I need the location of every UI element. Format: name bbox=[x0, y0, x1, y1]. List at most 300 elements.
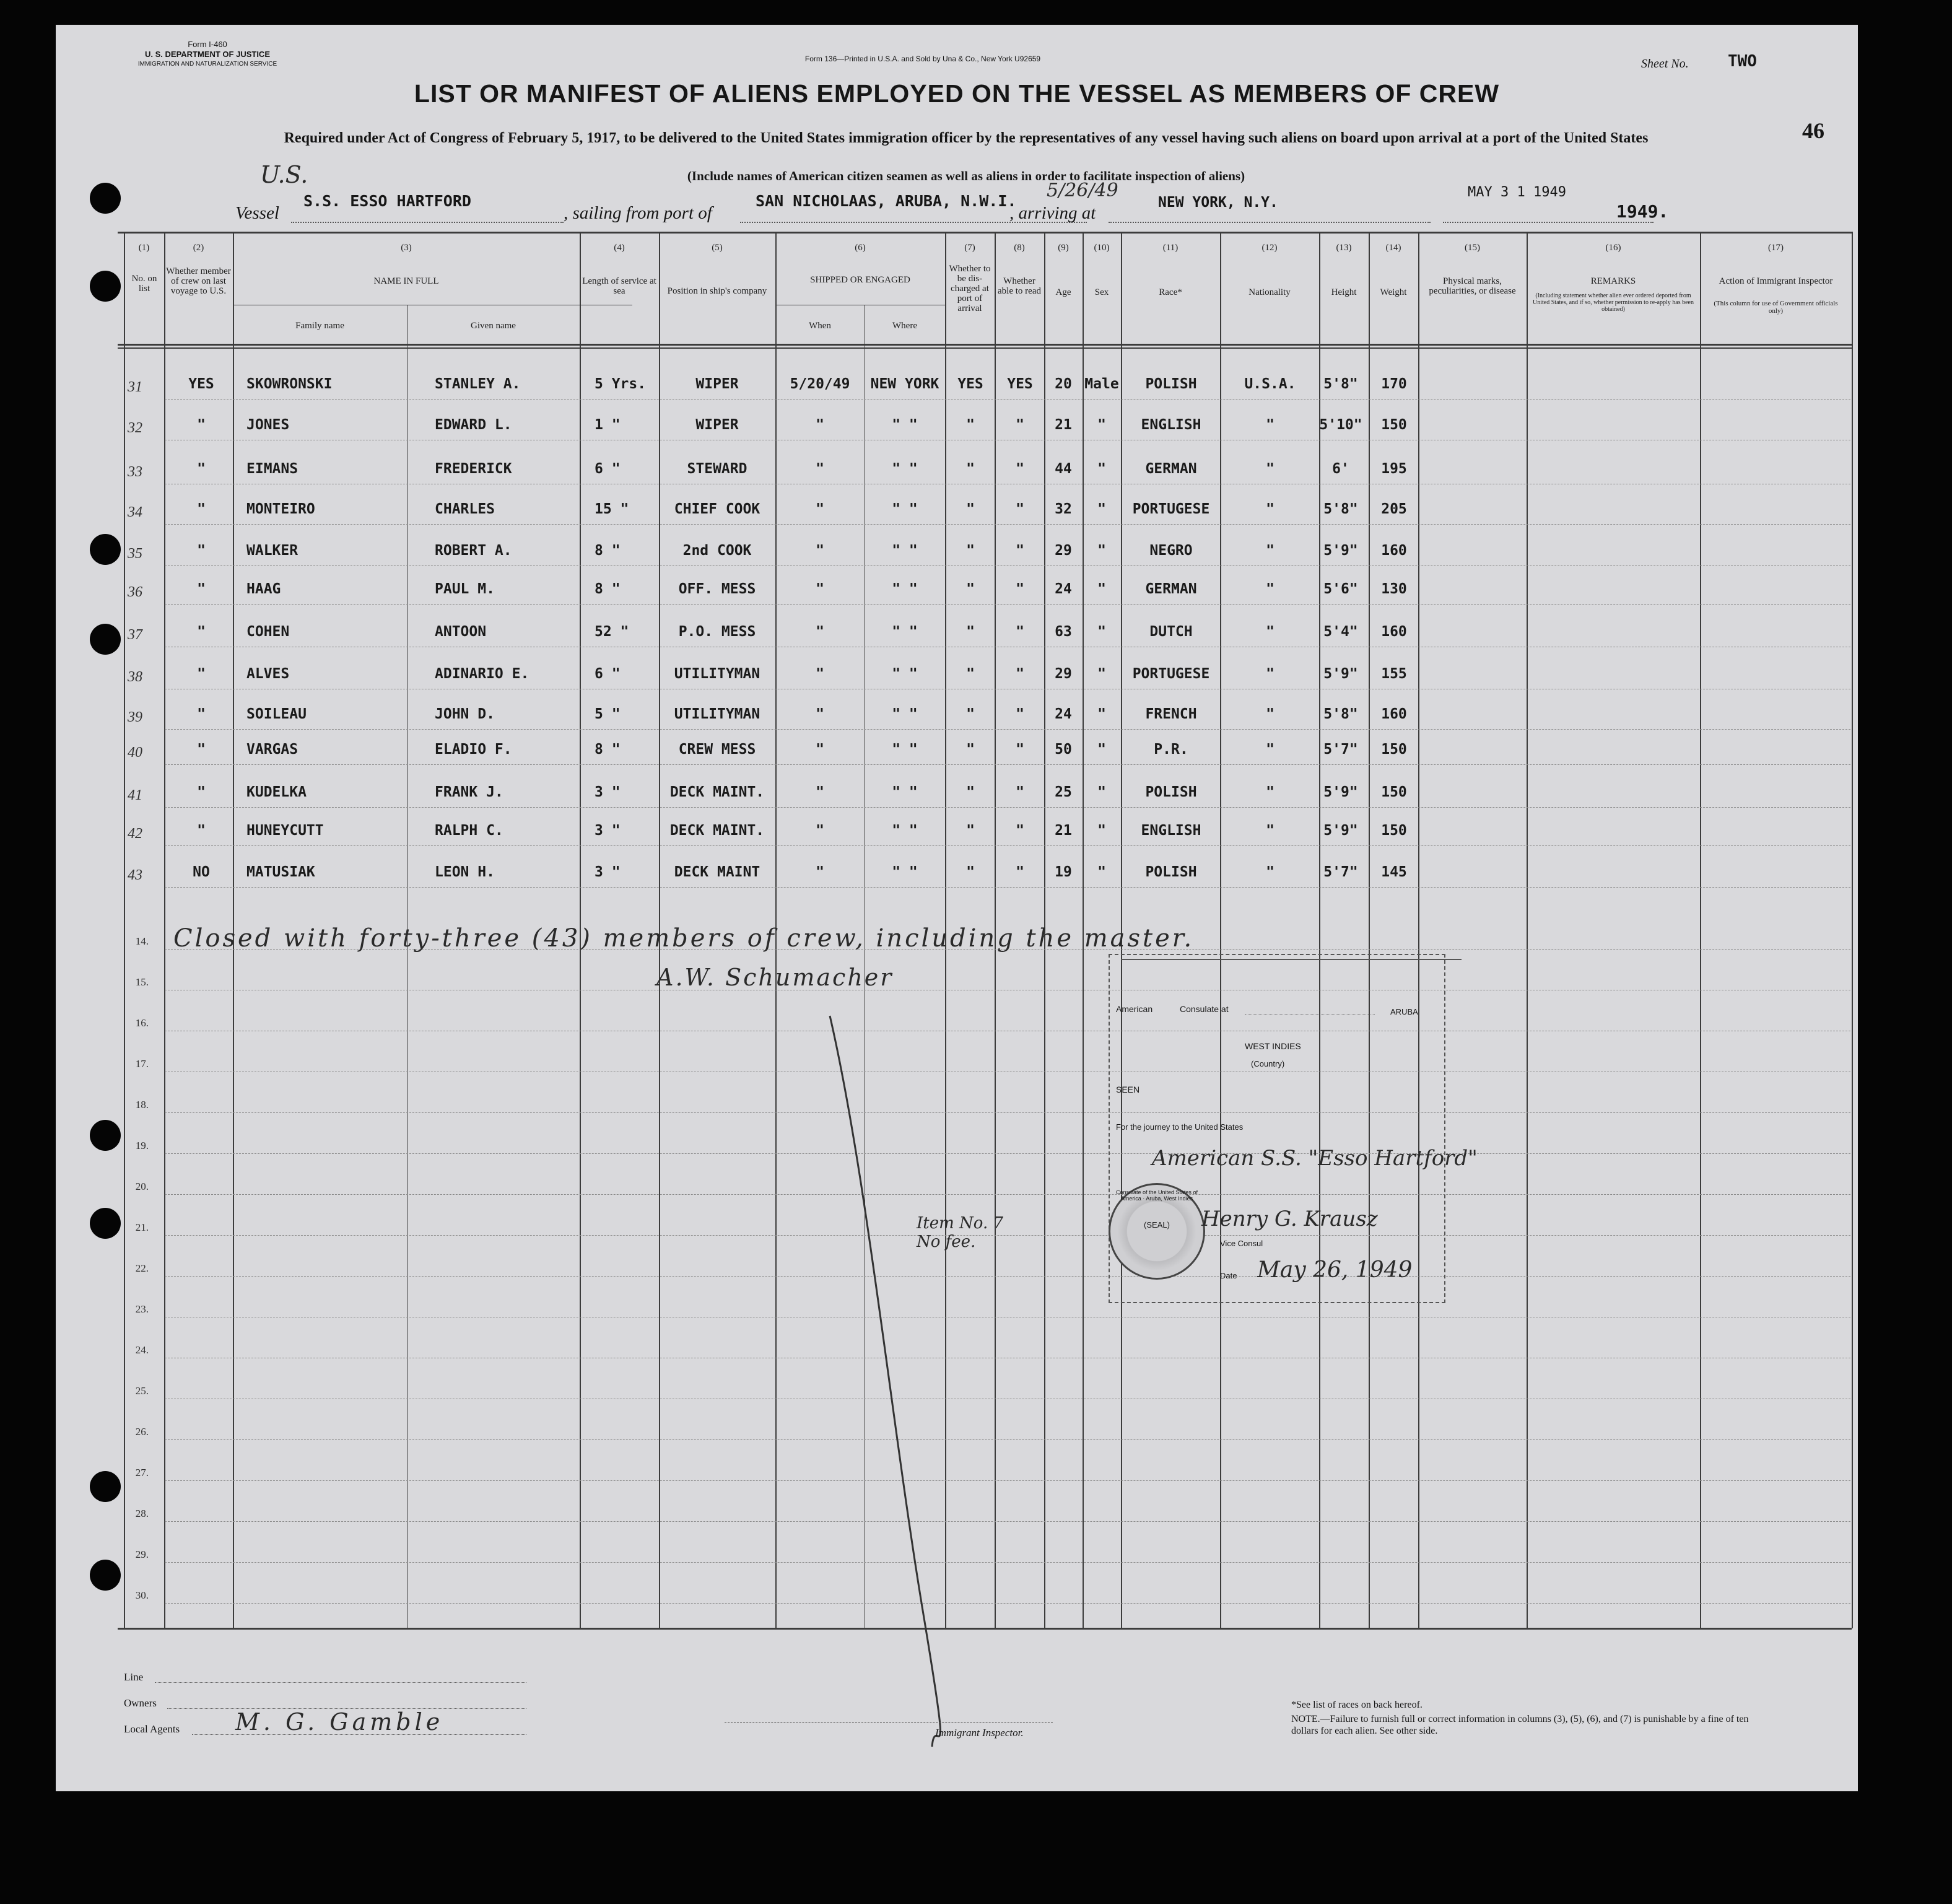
cell-where: " " bbox=[892, 784, 918, 800]
col-label-1: No. on list bbox=[131, 274, 157, 294]
cell-voyage: " bbox=[197, 624, 206, 640]
empty-line-number: 18. bbox=[135, 1099, 149, 1111]
cell-position: STEWARD bbox=[687, 461, 747, 477]
cell-voyage: " bbox=[197, 706, 206, 722]
cell-read: " bbox=[1016, 501, 1024, 517]
ruled-line bbox=[165, 1194, 1850, 1195]
empty-line-number: 20. bbox=[135, 1181, 149, 1192]
cell-height: 5'9" bbox=[1323, 784, 1358, 800]
cell-when: " bbox=[816, 624, 824, 640]
cell-discharged: " bbox=[966, 581, 975, 597]
cell-position: P.O. MESS bbox=[678, 624, 756, 640]
col-label-15: Physical marks, peculiarities, or disease bbox=[1429, 276, 1516, 296]
col-rule bbox=[1418, 232, 1419, 1628]
cell-height: 5'9" bbox=[1323, 823, 1358, 839]
cell-weight: 160 bbox=[1381, 543, 1407, 559]
date-underline bbox=[1443, 222, 1654, 223]
ruled-line bbox=[165, 1153, 1850, 1154]
ruled-line bbox=[165, 1603, 1850, 1604]
document-subnote: (Include names of American citizen seamen as well as aliens in order to facilitate inspection of aliens) bbox=[687, 168, 1245, 183]
ruled-line bbox=[165, 729, 1850, 730]
col-num-16: (16) bbox=[1605, 243, 1621, 253]
cell-discharged: " bbox=[966, 706, 975, 722]
cell-sex: Male bbox=[1084, 376, 1119, 392]
cell-service: 5 Yrs. bbox=[595, 376, 647, 392]
cell-family: ALVES bbox=[246, 666, 290, 682]
cell-nationality: " bbox=[1266, 666, 1274, 682]
cell-when: " bbox=[816, 543, 824, 559]
cell-family: KUDELKA bbox=[246, 784, 307, 800]
cell-read: " bbox=[1016, 666, 1024, 682]
cell-position: 2nd COOK bbox=[682, 543, 752, 559]
cell-height: 5'8" bbox=[1323, 706, 1358, 722]
document-title: LIST OR MANIFEST OF ALIENS EMPLOYED ON THE VESSEL AS MEMBERS OF CREW bbox=[414, 79, 1500, 108]
cell-age: 24 bbox=[1055, 581, 1072, 597]
cell-age: 19 bbox=[1055, 864, 1072, 880]
cell-nationality: " bbox=[1266, 823, 1274, 839]
cell-height: 5'8" bbox=[1323, 376, 1358, 392]
cell-family: MATUSIAK bbox=[246, 864, 315, 880]
cell-weight: 130 bbox=[1381, 581, 1407, 597]
cell-discharged: " bbox=[966, 461, 975, 477]
cell-race: POLISH bbox=[1145, 784, 1197, 800]
cell-position: UTILITYMAN bbox=[674, 666, 760, 682]
empty-line-number: 16. bbox=[135, 1017, 149, 1029]
ruled-line bbox=[165, 1521, 1850, 1522]
cell-when: " bbox=[816, 461, 824, 477]
cell-nationality: " bbox=[1266, 706, 1274, 722]
cell-age: 63 bbox=[1055, 624, 1072, 640]
col-num-13: (13) bbox=[1336, 243, 1352, 253]
cell-read: " bbox=[1016, 417, 1024, 433]
cell-sex: " bbox=[1097, 581, 1106, 597]
col-rule bbox=[1220, 232, 1221, 1628]
cell-age: 44 bbox=[1055, 461, 1072, 477]
cell-given: ANTOON bbox=[435, 624, 487, 640]
col-label-13: Height bbox=[1331, 287, 1357, 297]
line-number: 35 bbox=[128, 546, 142, 562]
cell-family: SOILEAU bbox=[246, 706, 307, 722]
col-num-1: (1) bbox=[138, 243, 150, 253]
cell-sex: " bbox=[1097, 461, 1106, 477]
stamp-seen: SEEN bbox=[1116, 1085, 1140, 1094]
col-num-3: (3) bbox=[401, 243, 412, 253]
ruled-line bbox=[165, 845, 1850, 846]
cell-service: 1 " bbox=[595, 417, 621, 433]
cell-age: 29 bbox=[1055, 666, 1072, 682]
cell-voyage: " bbox=[197, 741, 206, 758]
cell-when: " bbox=[816, 417, 824, 433]
cell-where: " " bbox=[892, 543, 918, 559]
cell-voyage: " bbox=[197, 823, 206, 839]
cell-age: 21 bbox=[1055, 417, 1072, 433]
col-label-10: Sex bbox=[1094, 287, 1109, 297]
cell-given: FREDERICK bbox=[435, 461, 512, 477]
cell-where: " " bbox=[892, 706, 918, 722]
cell-where: NEW YORK bbox=[870, 376, 939, 392]
cell-read: " bbox=[1016, 461, 1024, 477]
empty-line-number: 30. bbox=[135, 1589, 149, 1601]
col-num-11: (11) bbox=[1162, 243, 1179, 253]
ruled-line bbox=[165, 399, 1850, 400]
cell-when: " bbox=[816, 864, 824, 880]
punch-hole bbox=[90, 534, 121, 565]
sheet-label: Sheet No. bbox=[1641, 57, 1689, 71]
department-name: U. S. DEPARTMENT OF JUSTICE bbox=[145, 50, 270, 59]
empty-line-number: 26. bbox=[135, 1426, 149, 1438]
col-rule bbox=[1369, 232, 1370, 1628]
cell-height: 6' bbox=[1332, 461, 1349, 477]
cell-when: " bbox=[816, 741, 824, 758]
cell-family: COHEN bbox=[246, 624, 290, 640]
cell-discharged: " bbox=[966, 417, 975, 433]
col-rule bbox=[1527, 232, 1528, 1628]
empty-line-number: 14. bbox=[135, 935, 149, 947]
col-num-10: (10) bbox=[1094, 243, 1110, 253]
cell-race: PORTUGESE bbox=[1132, 501, 1210, 517]
cell-voyage: " bbox=[197, 501, 206, 517]
cell-where: " " bbox=[892, 417, 918, 433]
empty-line-number: 29. bbox=[135, 1548, 149, 1560]
col-rule bbox=[1319, 232, 1320, 1628]
cell-where: " " bbox=[892, 823, 918, 839]
cell-service: 8 " bbox=[595, 581, 621, 597]
cell-given: LEON H. bbox=[435, 864, 495, 880]
col-num-7: (7) bbox=[964, 243, 975, 253]
cell-nationality: " bbox=[1266, 417, 1274, 433]
punch-hole bbox=[90, 1208, 121, 1239]
cell-discharged: " bbox=[966, 784, 975, 800]
cell-service: 5 " bbox=[595, 706, 621, 722]
cell-when: " bbox=[816, 823, 824, 839]
empty-line-number: 23. bbox=[135, 1303, 149, 1315]
col-num-12: (12) bbox=[1261, 243, 1278, 253]
stamp-consulate: Consulate at bbox=[1180, 1004, 1229, 1014]
printer-note: Form 136—Printed in U.S.A. and Sold by Una & Co., New York U92659 bbox=[804, 55, 1041, 63]
cell-position: DECK MAINT bbox=[674, 864, 760, 880]
cell-discharged: " bbox=[966, 823, 975, 839]
cell-height: 5'7" bbox=[1323, 741, 1358, 758]
cell-service: 8 " bbox=[595, 741, 621, 758]
cell-read: " bbox=[1016, 741, 1024, 758]
cell-sex: " bbox=[1097, 501, 1106, 517]
cell-service: 6 " bbox=[595, 461, 621, 477]
ruled-line bbox=[165, 1112, 1850, 1113]
table-top-rule bbox=[118, 232, 1852, 234]
cell-where: " " bbox=[892, 501, 918, 517]
cell-height: 5'6" bbox=[1323, 581, 1358, 597]
empty-line-number: 22. bbox=[135, 1262, 149, 1274]
cell-race: ENGLISH bbox=[1141, 417, 1201, 433]
cell-height: 5'8" bbox=[1323, 501, 1358, 517]
form-number: Form I-460 bbox=[188, 40, 227, 49]
punch-hole bbox=[90, 1560, 121, 1591]
col-label-6: SHIPPED OR ENGAGED bbox=[810, 275, 910, 285]
line-number: 38 bbox=[128, 669, 142, 685]
cell-where: " " bbox=[892, 461, 918, 477]
seal-ring-text: Consulate of the United States of America · Aruba, West Indies bbox=[1115, 1189, 1198, 1202]
cell-given: JOHN D. bbox=[435, 706, 495, 722]
line-number: 39 bbox=[128, 709, 142, 725]
cell-when: " bbox=[816, 581, 824, 597]
empty-line-number: 19. bbox=[135, 1140, 149, 1151]
cell-when: " bbox=[816, 784, 824, 800]
cell-race: GERMAN bbox=[1145, 581, 1197, 597]
local-agent-signature: M. G. Gamble bbox=[235, 1708, 444, 1736]
cell-sex: " bbox=[1097, 666, 1106, 682]
cell-family: VARGAS bbox=[246, 741, 298, 758]
cell-read: " bbox=[1016, 543, 1024, 559]
cell-weight: 155 bbox=[1381, 666, 1407, 682]
cell-height: 5'7" bbox=[1323, 864, 1358, 880]
line-number: 41 bbox=[128, 787, 142, 803]
line-number: 43 bbox=[128, 867, 142, 883]
cell-sex: " bbox=[1097, 823, 1106, 839]
cell-given: CHARLES bbox=[435, 501, 495, 517]
cell-discharged: " bbox=[966, 666, 975, 682]
cell-nationality: " bbox=[1266, 581, 1274, 597]
col-label-7: Whether to be dis-charged at port of arrival bbox=[949, 264, 991, 313]
cell-nationality: " bbox=[1266, 624, 1274, 640]
races-note: *See list of races on back hereof. bbox=[1291, 1700, 1423, 1710]
cell-when: " bbox=[816, 666, 824, 682]
cell-race: ENGLISH bbox=[1141, 823, 1201, 839]
col-rule bbox=[1700, 232, 1701, 1628]
cell-discharged: " bbox=[966, 741, 975, 758]
cell-age: 50 bbox=[1055, 741, 1072, 758]
arriving-label: , arriving at bbox=[1009, 203, 1096, 223]
cell-given: EDWARD L. bbox=[435, 417, 512, 433]
col-rule bbox=[164, 232, 165, 1628]
cell-age: 32 bbox=[1055, 501, 1072, 517]
cell-weight: 170 bbox=[1381, 376, 1407, 392]
cell-race: POLISH bbox=[1145, 864, 1197, 880]
cell-weight: 160 bbox=[1381, 706, 1407, 722]
cell-sex: " bbox=[1097, 543, 1106, 559]
cell-when: " bbox=[816, 501, 824, 517]
cell-family: HUNEYCUTT bbox=[246, 823, 324, 839]
cell-service: 8 " bbox=[595, 543, 621, 559]
stamp-fee-note: Item No. 7 No fee. bbox=[917, 1214, 1004, 1251]
cell-family: WALKER bbox=[246, 543, 298, 559]
col-rule bbox=[124, 232, 125, 1628]
col-num-8: (8) bbox=[1014, 243, 1025, 253]
cell-given: ADINARIO E. bbox=[435, 666, 529, 682]
footer-line-underline bbox=[155, 1682, 526, 1683]
arrival-underline bbox=[1109, 222, 1431, 223]
cell-sex: " bbox=[1097, 417, 1106, 433]
cell-nationality: " bbox=[1266, 784, 1274, 800]
stamp-journey: For the journey to the United States bbox=[1116, 1122, 1244, 1132]
line-number: 40 bbox=[128, 745, 142, 761]
cell-sex: " bbox=[1097, 624, 1106, 640]
col-label-5: Position in ship's company bbox=[667, 286, 767, 296]
cell-discharged: " bbox=[966, 864, 975, 880]
cell-race: FRENCH bbox=[1145, 706, 1197, 722]
cell-discharged: YES bbox=[957, 376, 983, 392]
line-number: 37 bbox=[128, 627, 142, 643]
col-label-8: Whether able to read bbox=[998, 276, 1041, 296]
cell-voyage: " bbox=[197, 784, 206, 800]
page-number: 46 bbox=[1802, 118, 1824, 143]
cell-service: 15 " bbox=[595, 501, 629, 517]
departure-port: SAN NICHOLAAS, ARUBA, N.W.I. bbox=[756, 192, 1017, 210]
empty-line-number: 25. bbox=[135, 1385, 149, 1397]
empty-line-number: 27. bbox=[135, 1467, 149, 1478]
ruled-line bbox=[165, 764, 1850, 765]
stamp-date-label: Date bbox=[1220, 1271, 1237, 1280]
header-double-rule bbox=[118, 347, 1852, 349]
cell-voyage: " bbox=[197, 666, 206, 682]
cell-position: DECK MAINT. bbox=[669, 823, 765, 839]
stamp-country: (Country) bbox=[1251, 1059, 1285, 1068]
cell-race: DUTCH bbox=[1149, 624, 1193, 640]
cell-race: P.R. bbox=[1154, 741, 1188, 758]
cell-read: " bbox=[1016, 864, 1024, 880]
cell-race: PORTUGESE bbox=[1132, 666, 1210, 682]
col-num-4: (4) bbox=[614, 243, 625, 253]
cell-position: CHIEF COOK bbox=[674, 501, 760, 517]
consul-signature: Henry G. Krausz bbox=[1201, 1207, 1378, 1231]
sailing-label: , sailing from port of bbox=[564, 203, 712, 223]
col-label-4: Length of service at sea bbox=[582, 276, 656, 296]
stamp-aruba: ARUBA bbox=[1390, 1007, 1418, 1016]
header-bottom-rule bbox=[118, 344, 1852, 346]
document-subtitle: Required under Act of Congress of February 5, 1917, to be delivered to the United States immigration officer by the representatives of any vessel having such aliens on board upon arrival at a port of the United States bbox=[284, 130, 1649, 146]
cell-nationality: " bbox=[1266, 461, 1274, 477]
ruled-line bbox=[165, 604, 1850, 605]
empty-line-number: 28. bbox=[135, 1508, 149, 1519]
col-label-3: NAME IN FULL bbox=[373, 276, 439, 286]
remarks-note: (Including statement whether alien ever ordered deported from United States, and if so, whether permission to re-apply has been obtained) bbox=[1533, 292, 1694, 313]
cell-height: 5'4" bbox=[1323, 624, 1358, 640]
cell-family: SKOWRONSKI bbox=[246, 376, 333, 392]
cell-service: 3 " bbox=[595, 823, 621, 839]
line-number: 36 bbox=[128, 584, 142, 600]
col-label-9: Age bbox=[1055, 287, 1071, 297]
cell-age: 21 bbox=[1055, 823, 1072, 839]
handwritten-us: U.S. bbox=[260, 161, 308, 188]
cell-voyage: " bbox=[197, 581, 206, 597]
penalty-note: NOTE.—Failure to furnish full or correct information in columns (3), (5), (6), and (7) is punishable by a fine of ten dollars for each alien. See other side. bbox=[1291, 1714, 1749, 1736]
vessel-underline bbox=[291, 222, 564, 223]
col-num-2: (2) bbox=[193, 243, 204, 253]
cell-nationality: " bbox=[1266, 543, 1274, 559]
cell-sex: " bbox=[1097, 741, 1106, 758]
cell-weight: 160 bbox=[1381, 624, 1407, 640]
col-rule bbox=[1852, 232, 1853, 1628]
cell-where: " " bbox=[892, 864, 918, 880]
cell-sex: " bbox=[1097, 706, 1106, 722]
cell-where: " " bbox=[892, 666, 918, 682]
empty-line-number: 17. bbox=[135, 1058, 149, 1070]
cell-height: 5'9" bbox=[1323, 543, 1358, 559]
cell-sex: " bbox=[1097, 864, 1106, 880]
line-number: 32 bbox=[128, 420, 142, 436]
cell-family: JONES bbox=[246, 417, 290, 433]
cell-read: " bbox=[1016, 706, 1024, 722]
cell-age: 24 bbox=[1055, 706, 1072, 722]
cell-position: WIPER bbox=[695, 376, 739, 392]
cell-given: ROBERT A. bbox=[435, 543, 512, 559]
cell-weight: 150 bbox=[1381, 741, 1407, 758]
ruled-line bbox=[165, 1562, 1850, 1563]
cell-race: POLISH bbox=[1145, 376, 1197, 392]
ruled-line bbox=[165, 887, 1850, 888]
service-name: IMMIGRATION AND NATURALIZATION SERVICE bbox=[137, 61, 277, 68]
cell-service: 6 " bbox=[595, 666, 621, 682]
cell-height: 5'10" bbox=[1319, 417, 1362, 433]
inspector-signature-line bbox=[725, 1722, 1053, 1723]
line-number: 33 bbox=[128, 464, 142, 480]
punch-hole bbox=[90, 183, 121, 214]
cell-voyage: YES bbox=[188, 376, 214, 392]
cell-given: ELADIO F. bbox=[435, 741, 512, 758]
handwritten-date: 5/26/49 bbox=[1047, 180, 1118, 201]
cell-height: 5'9" bbox=[1323, 666, 1358, 682]
cell-read: " bbox=[1016, 784, 1024, 800]
ruled-line bbox=[165, 807, 1850, 808]
cell-position: WIPER bbox=[695, 417, 739, 433]
footer-owners-label: Owners bbox=[124, 1697, 157, 1709]
master-signature: A.W. Schumacher bbox=[656, 964, 894, 991]
cell-nationality: U.S.A. bbox=[1244, 376, 1296, 392]
cell-read: YES bbox=[1007, 376, 1033, 392]
cell-where: " " bbox=[892, 581, 918, 597]
cell-family: HAAG bbox=[246, 581, 281, 597]
cell-voyage: " bbox=[197, 461, 206, 477]
cell-nationality: " bbox=[1266, 501, 1274, 517]
col-num-17: (17) bbox=[1768, 243, 1784, 253]
col-label-2: Whether member of crew on last voyage to U.S. bbox=[166, 266, 231, 296]
line-number: 31 bbox=[128, 379, 142, 395]
col-label-12: Nationality bbox=[1248, 287, 1291, 297]
closing-note: Closed with forty-three (43) members of crew, including the master. bbox=[173, 924, 1195, 953]
cell-weight: 145 bbox=[1381, 864, 1407, 880]
arrival-port: NEW YORK, N.Y. bbox=[1158, 194, 1278, 211]
stamp-vice-consul: Vice Consul bbox=[1220, 1239, 1263, 1248]
cell-family: EIMANS bbox=[246, 461, 298, 477]
ruled-line bbox=[165, 1276, 1850, 1277]
family-name-header: Family name bbox=[295, 321, 344, 331]
inspector-label: Immigrant Inspector. bbox=[935, 1727, 1024, 1739]
cell-weight: 150 bbox=[1381, 823, 1407, 839]
col-label-17: Action of Immigrant Inspector bbox=[1719, 276, 1833, 286]
footer-line-label: Line bbox=[124, 1671, 144, 1683]
cell-when: " bbox=[816, 706, 824, 722]
cell-age: 25 bbox=[1055, 784, 1072, 800]
punch-hole bbox=[90, 1471, 121, 1502]
vessel-label: Vessel bbox=[235, 203, 279, 223]
given-name-header: Given name bbox=[471, 321, 516, 331]
cell-race: NEGRO bbox=[1149, 543, 1193, 559]
ruled-line bbox=[165, 1480, 1850, 1481]
stamp-date-handwritten: May 26, 1949 bbox=[1257, 1257, 1413, 1283]
cell-discharged: " bbox=[966, 501, 975, 517]
cell-position: CREW MESS bbox=[678, 741, 756, 758]
cell-position: UTILITYMAN bbox=[674, 706, 760, 722]
punch-hole bbox=[90, 1120, 121, 1151]
cell-voyage: " bbox=[197, 543, 206, 559]
arrival-stamp-date: MAY 3 1 1949 bbox=[1468, 185, 1566, 200]
col-num-15: (15) bbox=[1465, 243, 1480, 253]
cell-when: 5/20/49 bbox=[790, 376, 850, 392]
cell-age: 20 bbox=[1055, 376, 1072, 392]
cell-weight: 195 bbox=[1381, 461, 1407, 477]
cell-position: OFF. MESS bbox=[678, 581, 756, 597]
empty-line-number: 15. bbox=[135, 976, 149, 988]
cell-service: 3 " bbox=[595, 864, 621, 880]
